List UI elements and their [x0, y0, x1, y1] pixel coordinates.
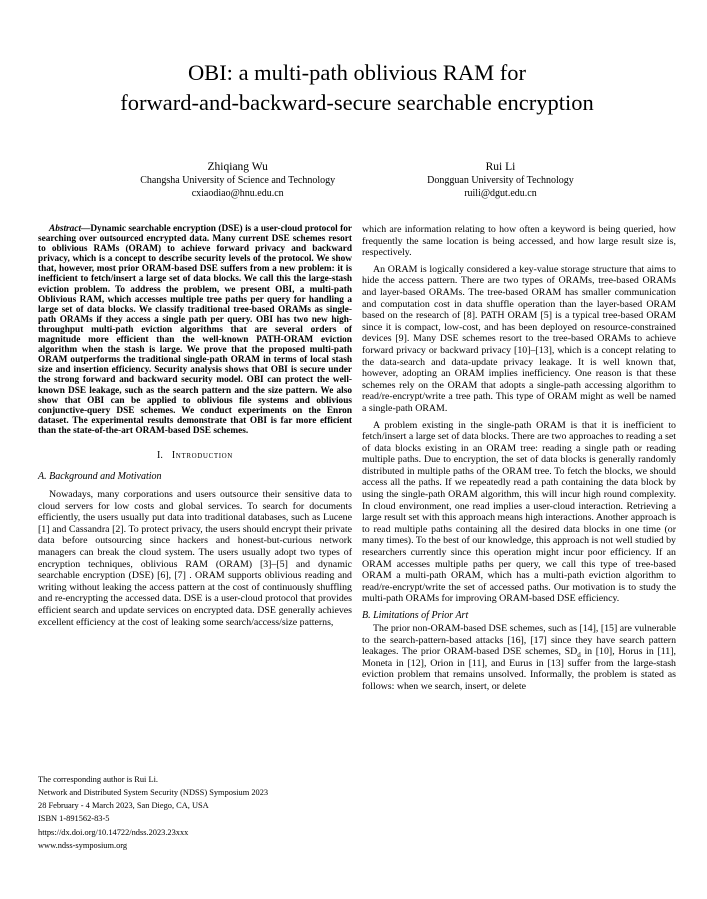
section-heading-introduction — [38, 450, 352, 461]
page-title — [38, 58, 676, 118]
author-affiliation: Dongguan University of Technology — [427, 175, 574, 186]
paragraph-prior-art-post: in [10], Horus in [11], Moneta in [12], Orion in [11], and Eurus in [13] suffer from the large-stash eviction problem that remains unsolved. Informally, the problem is stated as follows: when we search, insert, or delete — [362, 646, 676, 692]
author-name: Zhiqiang Wu — [207, 161, 268, 173]
two-column-body — [38, 224, 676, 874]
conference-footnote — [38, 773, 352, 874]
footnote-isbn: ISBN 1-891562-83-5 — [38, 814, 110, 824]
paragraph-intro-1-continued: which are information relating to how often a keyword is being queried, how frequently the same location is being accessed, and how large result size is, respectively. — [362, 224, 676, 259]
section-title: Introduction — [171, 449, 233, 461]
author-affiliation: Changsha University of Science and Technology — [140, 175, 336, 186]
author-block — [38, 160, 676, 200]
section-number: I. — [157, 449, 163, 461]
author-email: cxiaodiao@hnu.edu.cn — [191, 188, 284, 199]
title-line-2: forward-and-backward-secure searchable encryption — [120, 90, 594, 115]
paragraph-prior-art — [362, 623, 676, 693]
paragraph-intro-1: Nowadays, many corporations and users outsource their sensitive data to cloud servers for low costs and global services. To search for documents efficiently, the users usually put data into traditional databases, such as Lucene [1] and Cassandra [2]. To protect privacy, the users should encrypt their private data before outsourcing since hackers and honest-but-curious network managers can break the cloud system. The users usually adopt two types of encryption techniques, oblivious RAM (ORAM) [3]–[5] and dynamic searchable encryption (DSE) [6], [7] . ORAM supports oblivious reading and writing without leaking the access pattern at the cost of continuously shuffling and re-encrypting the accessed data. DSE is a user-cloud protocol that provides efficient search and update services on encrypted data. DSE generally achieves excellent efficiency at the cost of leaking some search/access/size patterns, — [38, 488, 352, 628]
author-2 — [427, 160, 574, 200]
abstract-text: Dynamic searchable encryption (DSE) is a user-cloud protocol for searching over outsourced encrypted data. Many current DSE schemes resort to oblivious RAMs (ORAM) to achieve forward privacy and backward privacy, which is a concept to describe security levels of the protocol. We show that, however, most prior ORAM-based DSE suffers from a new problem: it is inefficient to fetch/insert a large set of data blocks. We call this the large-stash eviction problem. To address the problem, we present OBI, a multi-path Oblivious RAM, which accesses multiple tree paths per query for handling a large set of data blocks. We classify traditional tree-based ORAMs as single-path ORAMs if they access a single path per query. OBI has two new high-throughput multi-path eviction algorithms that are several orders of magnitude more efficient than the well-known PATH-ORAM eviction algorithm when the stash is large. We prove that the proposed multi-path ORAM outperforms the traditional single-path ORAM in terms of local stash size and insertion efficiency. Security analysis shows that OBI is secure under the strong forward and backward security model. OBI can protect the well-known DSE leakage, such as the search pattern and the size pattern. We also show that OBI can be applied to oblivious file systems and oblivious conjunctive-query DSE schemes. We conduct experiments on the Enron dataset. The experimental results demonstrate that OBI is far more efficient than the state-of-the-art ORAM-based DSE schemes. — [38, 224, 352, 436]
footnote-conference: Network and Distributed System Security (NDSS) Symposium 2023 — [38, 787, 269, 797]
author-name: Rui Li — [485, 161, 516, 173]
footnote-doi-link: https://dx.doi.org/10.14722/ndss.2023.23xxx — [38, 827, 189, 837]
footnote-conference-date: 28 February - 4 March 2023, San Diego, CA, USA — [38, 801, 209, 811]
paragraph-abstract — [38, 224, 352, 436]
footnote-corresponding-author: The corresponding author is Rui Li. — [38, 774, 159, 784]
column-right — [362, 224, 676, 874]
footnote-website-link: www.ndss-symposium.org — [38, 840, 128, 850]
paragraph-intro-2: An ORAM is logically considered a key-value storage structure that aims to hide the access pattern. There are two types of ORAMs, tree-based ORAMs and layer-based ORAMs. The tree-based ORAM has smaller communication and computation cost in data shuffle operation than the layer-based ORAM based on the research of [8]. PATH ORAM [5] is a typical tree-based ORAM since it is compact, low-cost, and has been deployed on resource-constrained devices [9]. Many DSE schemes resort to the tree-based ORAMs to achieve forward privacy or backward privacy [10]–[13], which is a concept relating to the data-search and data-update privacy leakage. It is well known that, however, adopting an ORAM implies inefficiency. One reason is that these schemes rely on the ORAM that adopts a single-path accessing algorithm to read/re-encrypt/write a tree path. This type of ORAM might as well be named a single-path ORAM. — [362, 263, 676, 414]
title-line-1: OBI: a multi-path oblivious RAM for — [187, 60, 527, 85]
column-left — [38, 224, 352, 874]
paragraph-intro-3: A problem existing in the single-path ORAM is that it is inefficient to fetch/insert a large set of data blocks. There are two approaches to reading a set of data blocks existing in an ORAM tree: reading a single path or reading multiple paths. Due to encryption, the set of data blocks is generally randomly distributed in multiple paths of the ORAM tree. To fetch the blocks, we should access all the paths. If we repeatedly read a path containing the data block by using the single-path ORAM algorithm, this will incur high round complexity. In cloud environment, one read implies a user-cloud interaction. Retrieving a large result set with this approach means high interactions. Another approach is to read multiple paths containing all the desired data blocks in one time (or many times). To the best of our knowledge, this approach is not well studied by researchers currently since this operation might incur poor efficiency. If an ORAM accesses multiple paths per query, we call this type of tree-based ORAM a multi-path ORAM, which has a multi-path eviction algorithm to read/re-encrypt/write the set of accessed paths. Our motivation is to study the multi-path ORAMs for improving ORAM-based DSE efficiency. — [362, 419, 676, 605]
subsection-heading-a: A. Background and Motivation — [38, 470, 162, 482]
author-1 — [140, 160, 335, 200]
sd-subscript: d — [577, 651, 581, 660]
paragraph-prior-art-pre: The prior non-ORAM-based DSE schemes, such as [14], [15] are vulnerable to the search-pattern-based attacks [16], [17] since they have search pattern leakages. The prior ORAM-based DSE schemes, SD — [362, 623, 676, 658]
abstract-label: Abstract — [49, 224, 82, 234]
abstract-dash: — — [81, 224, 91, 234]
subsection-heading-b: B. Limitations of Prior Art — [362, 610, 469, 621]
author-email: ruili@dgut.edu.cn — [464, 188, 537, 199]
